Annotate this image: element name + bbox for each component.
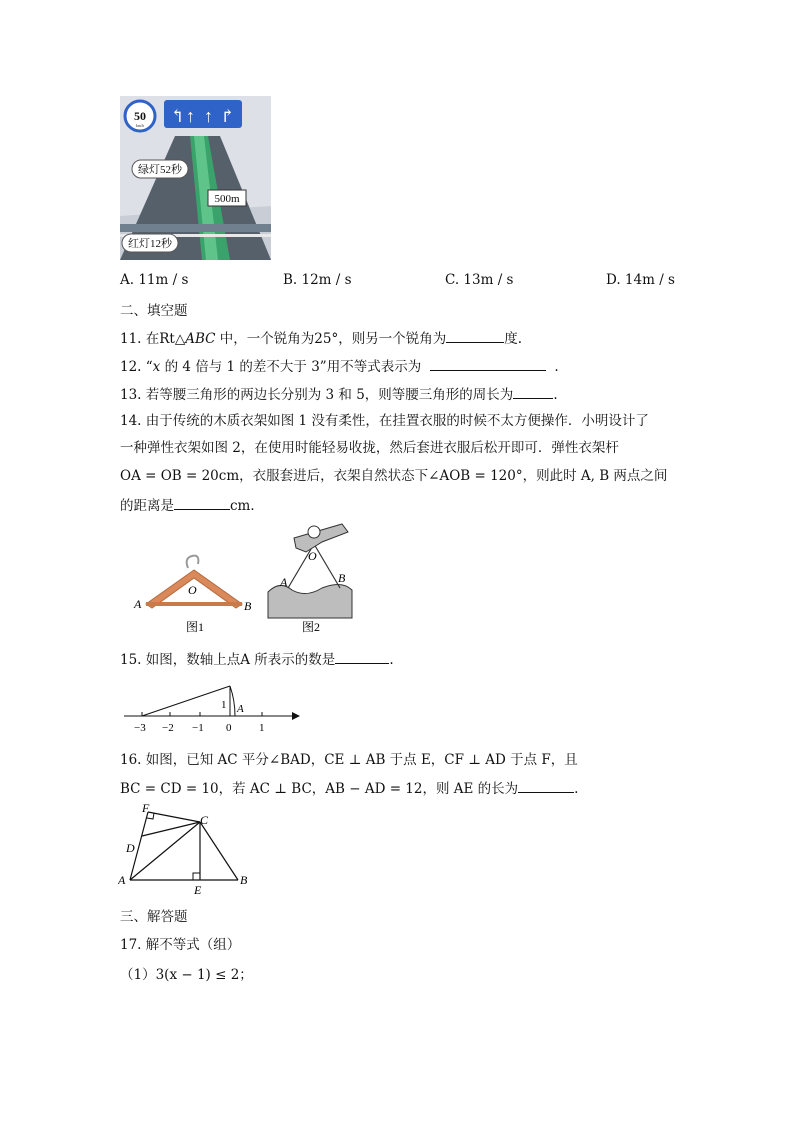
fig1-caption: 图1 bbox=[186, 620, 205, 634]
navigation-image bbox=[120, 96, 271, 260]
label-e: E bbox=[194, 883, 202, 896]
svg-text:↑: ↑ bbox=[186, 106, 195, 126]
tick-label: −3 bbox=[134, 722, 146, 734]
tick-label: 1 bbox=[259, 722, 265, 734]
distance-label: 500m bbox=[214, 193, 240, 205]
tick-label: 0 bbox=[226, 722, 232, 734]
question-14-line3: OA = OB = 20cm，衣服套进后，衣架自然状态下∠AOB = 120°，则此时 A, B 两点之间 bbox=[120, 468, 668, 484]
fig1-label-a: A bbox=[134, 597, 142, 611]
fig2-label-b: B bbox=[338, 571, 346, 585]
label-a: A bbox=[118, 873, 126, 887]
question-14-line4: 的距离是 cm． bbox=[120, 498, 264, 514]
question-16-line1: 16. 如图，已知 AC 平分∠BAD，CE ⊥ AB 于点 E，CF ⊥ AD 于点 F，且 bbox=[120, 752, 578, 768]
fig2-label-o: O bbox=[308, 549, 317, 563]
question-16-line2: BC = CD = 10，若 AC ⊥ BC，AB − AD = 12，则 AE 的长为 . bbox=[120, 781, 579, 797]
section-title-fill-blank: 二、填空题 bbox=[120, 303, 188, 319]
tick-label: −1 bbox=[192, 722, 204, 734]
red-light-label: 红灯12秒 bbox=[128, 238, 172, 250]
svg-text:↱: ↱ bbox=[220, 106, 236, 126]
hanger-figures bbox=[130, 518, 370, 638]
label-c: C bbox=[200, 813, 209, 827]
svg-text:↑: ↑ bbox=[204, 106, 213, 126]
question-13: 13. 若等腰三角形的两边长分别为 3 和 5，则等腰三角形的周长为 . bbox=[120, 387, 558, 403]
fig1-label-o: O bbox=[188, 583, 197, 597]
option-b: B. 12m / s bbox=[283, 272, 352, 288]
fig2-caption: 图2 bbox=[302, 620, 321, 634]
navigation-illustration bbox=[120, 96, 271, 260]
fig2-label-a: A bbox=[280, 575, 288, 589]
option-c: C. 13m / s bbox=[445, 272, 514, 288]
question-14-line2: 一种弹性衣架如图 2，在使用时能轻易收拢，然后套进衣服后松开即可．弹性衣架杆 bbox=[120, 440, 619, 456]
option-d: D. 14m / s bbox=[606, 272, 675, 288]
answer-blank bbox=[518, 780, 574, 793]
question-14-line1: 14. 由于传统的木质衣架如图 1 没有柔性，在挂置衣服的时候不太方便操作．小明设计了 bbox=[120, 413, 649, 429]
question-12: 12. “x 的 4 倍与 1 的差不大于 3”用不等式表示为 . bbox=[120, 359, 559, 375]
answer-blank bbox=[446, 330, 504, 343]
label-b: B bbox=[240, 873, 248, 887]
answer-blank bbox=[174, 497, 230, 510]
question-11: 11. 在Rt△ABC 中，一个锐角为25°，则另一个锐角为 度. bbox=[120, 331, 523, 347]
fig1-label-b: B bbox=[244, 599, 252, 613]
question-17-title: 17. 解不等式（组） bbox=[120, 937, 241, 953]
question-17-part1: （1）3(x − 1) ≤ 2； bbox=[120, 967, 253, 983]
answer-blank bbox=[335, 651, 389, 664]
answer-blank bbox=[430, 358, 546, 371]
segment-label-1: 1 bbox=[221, 699, 227, 711]
section-title-solve: 三、解答题 bbox=[120, 909, 188, 925]
label-d: D bbox=[126, 841, 135, 855]
number-line-figure bbox=[120, 672, 300, 742]
green-light-label: 绿灯52秒 bbox=[138, 164, 182, 176]
question-15: 15. 如图，数轴上点A 所表示的数是 . bbox=[120, 652, 394, 668]
option-a: A. 11m / s bbox=[120, 272, 189, 288]
label-f: F bbox=[142, 801, 150, 815]
answer-blank bbox=[513, 386, 553, 399]
svg-text:↰: ↰ bbox=[170, 106, 186, 126]
speed-unit: km/h bbox=[135, 123, 145, 128]
point-a-label: A bbox=[237, 703, 244, 715]
tick-label: −2 bbox=[162, 722, 174, 734]
speed-limit: 50 bbox=[134, 109, 146, 123]
triangle-figure bbox=[118, 800, 258, 896]
